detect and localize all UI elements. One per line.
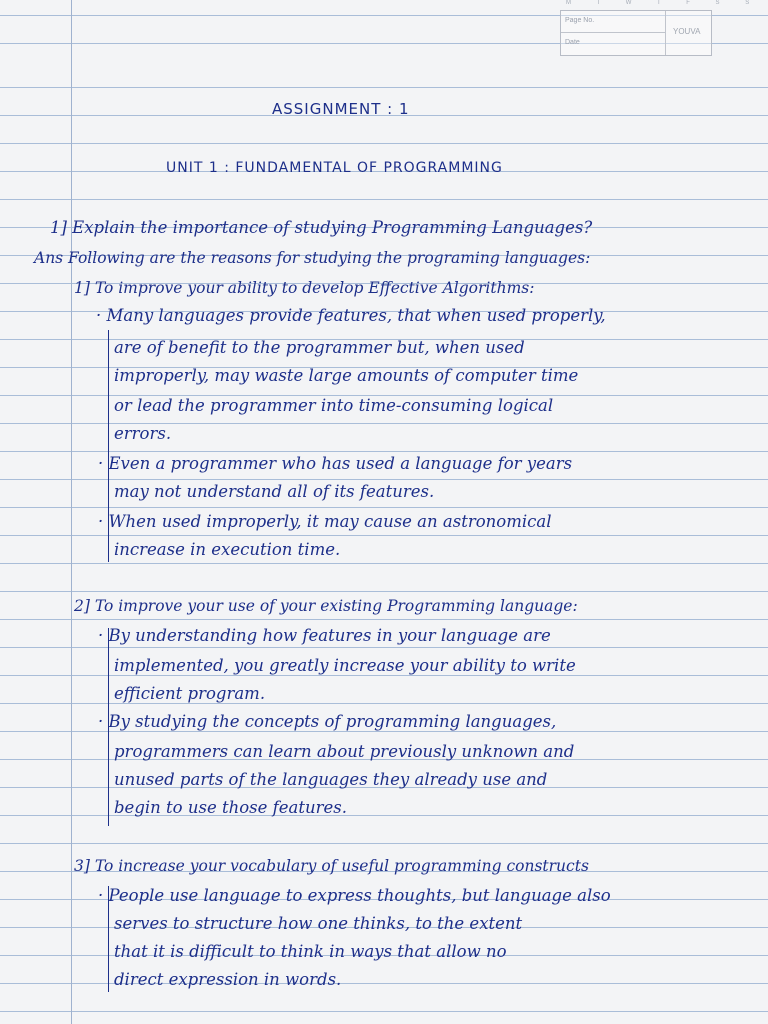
point-heading-2: 2] To improve your use of your existing Programming language:: [74, 597, 578, 615]
text-line: errors.: [114, 424, 172, 443]
weekday-strip: M T W T F S S: [566, 0, 762, 6]
page-header-box: [560, 10, 712, 56]
header-vertical-divider: [665, 11, 666, 55]
text-line: · When used improperly, it may cause an astronomical: [98, 512, 552, 531]
brand-logo: YOUVA: [673, 27, 701, 36]
text-line: · Even a programmer who has used a language for years: [98, 454, 573, 473]
text-line: that it is difficult to think in ways that allow no: [114, 942, 507, 961]
text-line: unused parts of the languages they already use and: [114, 770, 548, 789]
point-heading-3: 3] To increase your vocabulary of useful programming constructs: [74, 857, 589, 875]
text-line: increase in execution time.: [114, 540, 341, 559]
text-line: · By studying the concepts of programming languages,: [98, 712, 557, 731]
text-line: · Many languages provide features, that when used properly,: [96, 306, 606, 325]
text-line: may not understand all of its features.: [114, 482, 435, 501]
text-line: or lead the programmer into time-consuming logical: [114, 396, 554, 415]
header-divider: [561, 32, 665, 33]
text-line: efficient program.: [114, 684, 266, 703]
text-line: improperly, may waste large amounts of computer time: [114, 366, 579, 385]
text-line: direct expression in words.: [114, 970, 342, 989]
text-line: begin to use those features.: [114, 798, 347, 817]
assignment-title: ASSIGNMENT : 1: [272, 100, 410, 118]
margin-line: [71, 0, 72, 1024]
page-no-label: Page No.: [565, 17, 595, 24]
unit-title: UNIT 1 : FUNDAMENTAL OF PROGRAMMING: [166, 160, 503, 176]
answer-line: Ans Following are the reasons for studying the programing languages:: [34, 249, 591, 267]
date-label: Date: [565, 39, 580, 46]
text-line: · People use language to express thoughts, but language also: [98, 886, 611, 905]
text-line: are of benefit to the programmer but, when used: [114, 338, 525, 357]
text-line: · By understanding how features in your language are: [98, 626, 551, 645]
text-line: implemented, you greatly increase your ability to write: [114, 656, 576, 675]
point-heading-1: 1] To improve your ability to develop Effective Algorithms:: [74, 279, 535, 297]
text-line: programmers can learn about previously unknown and: [114, 742, 575, 761]
text-line: serves to structure how one thinks, to the extent: [114, 914, 523, 933]
question-line: 1] Explain the importance of studying Programming Languages?: [50, 218, 593, 237]
